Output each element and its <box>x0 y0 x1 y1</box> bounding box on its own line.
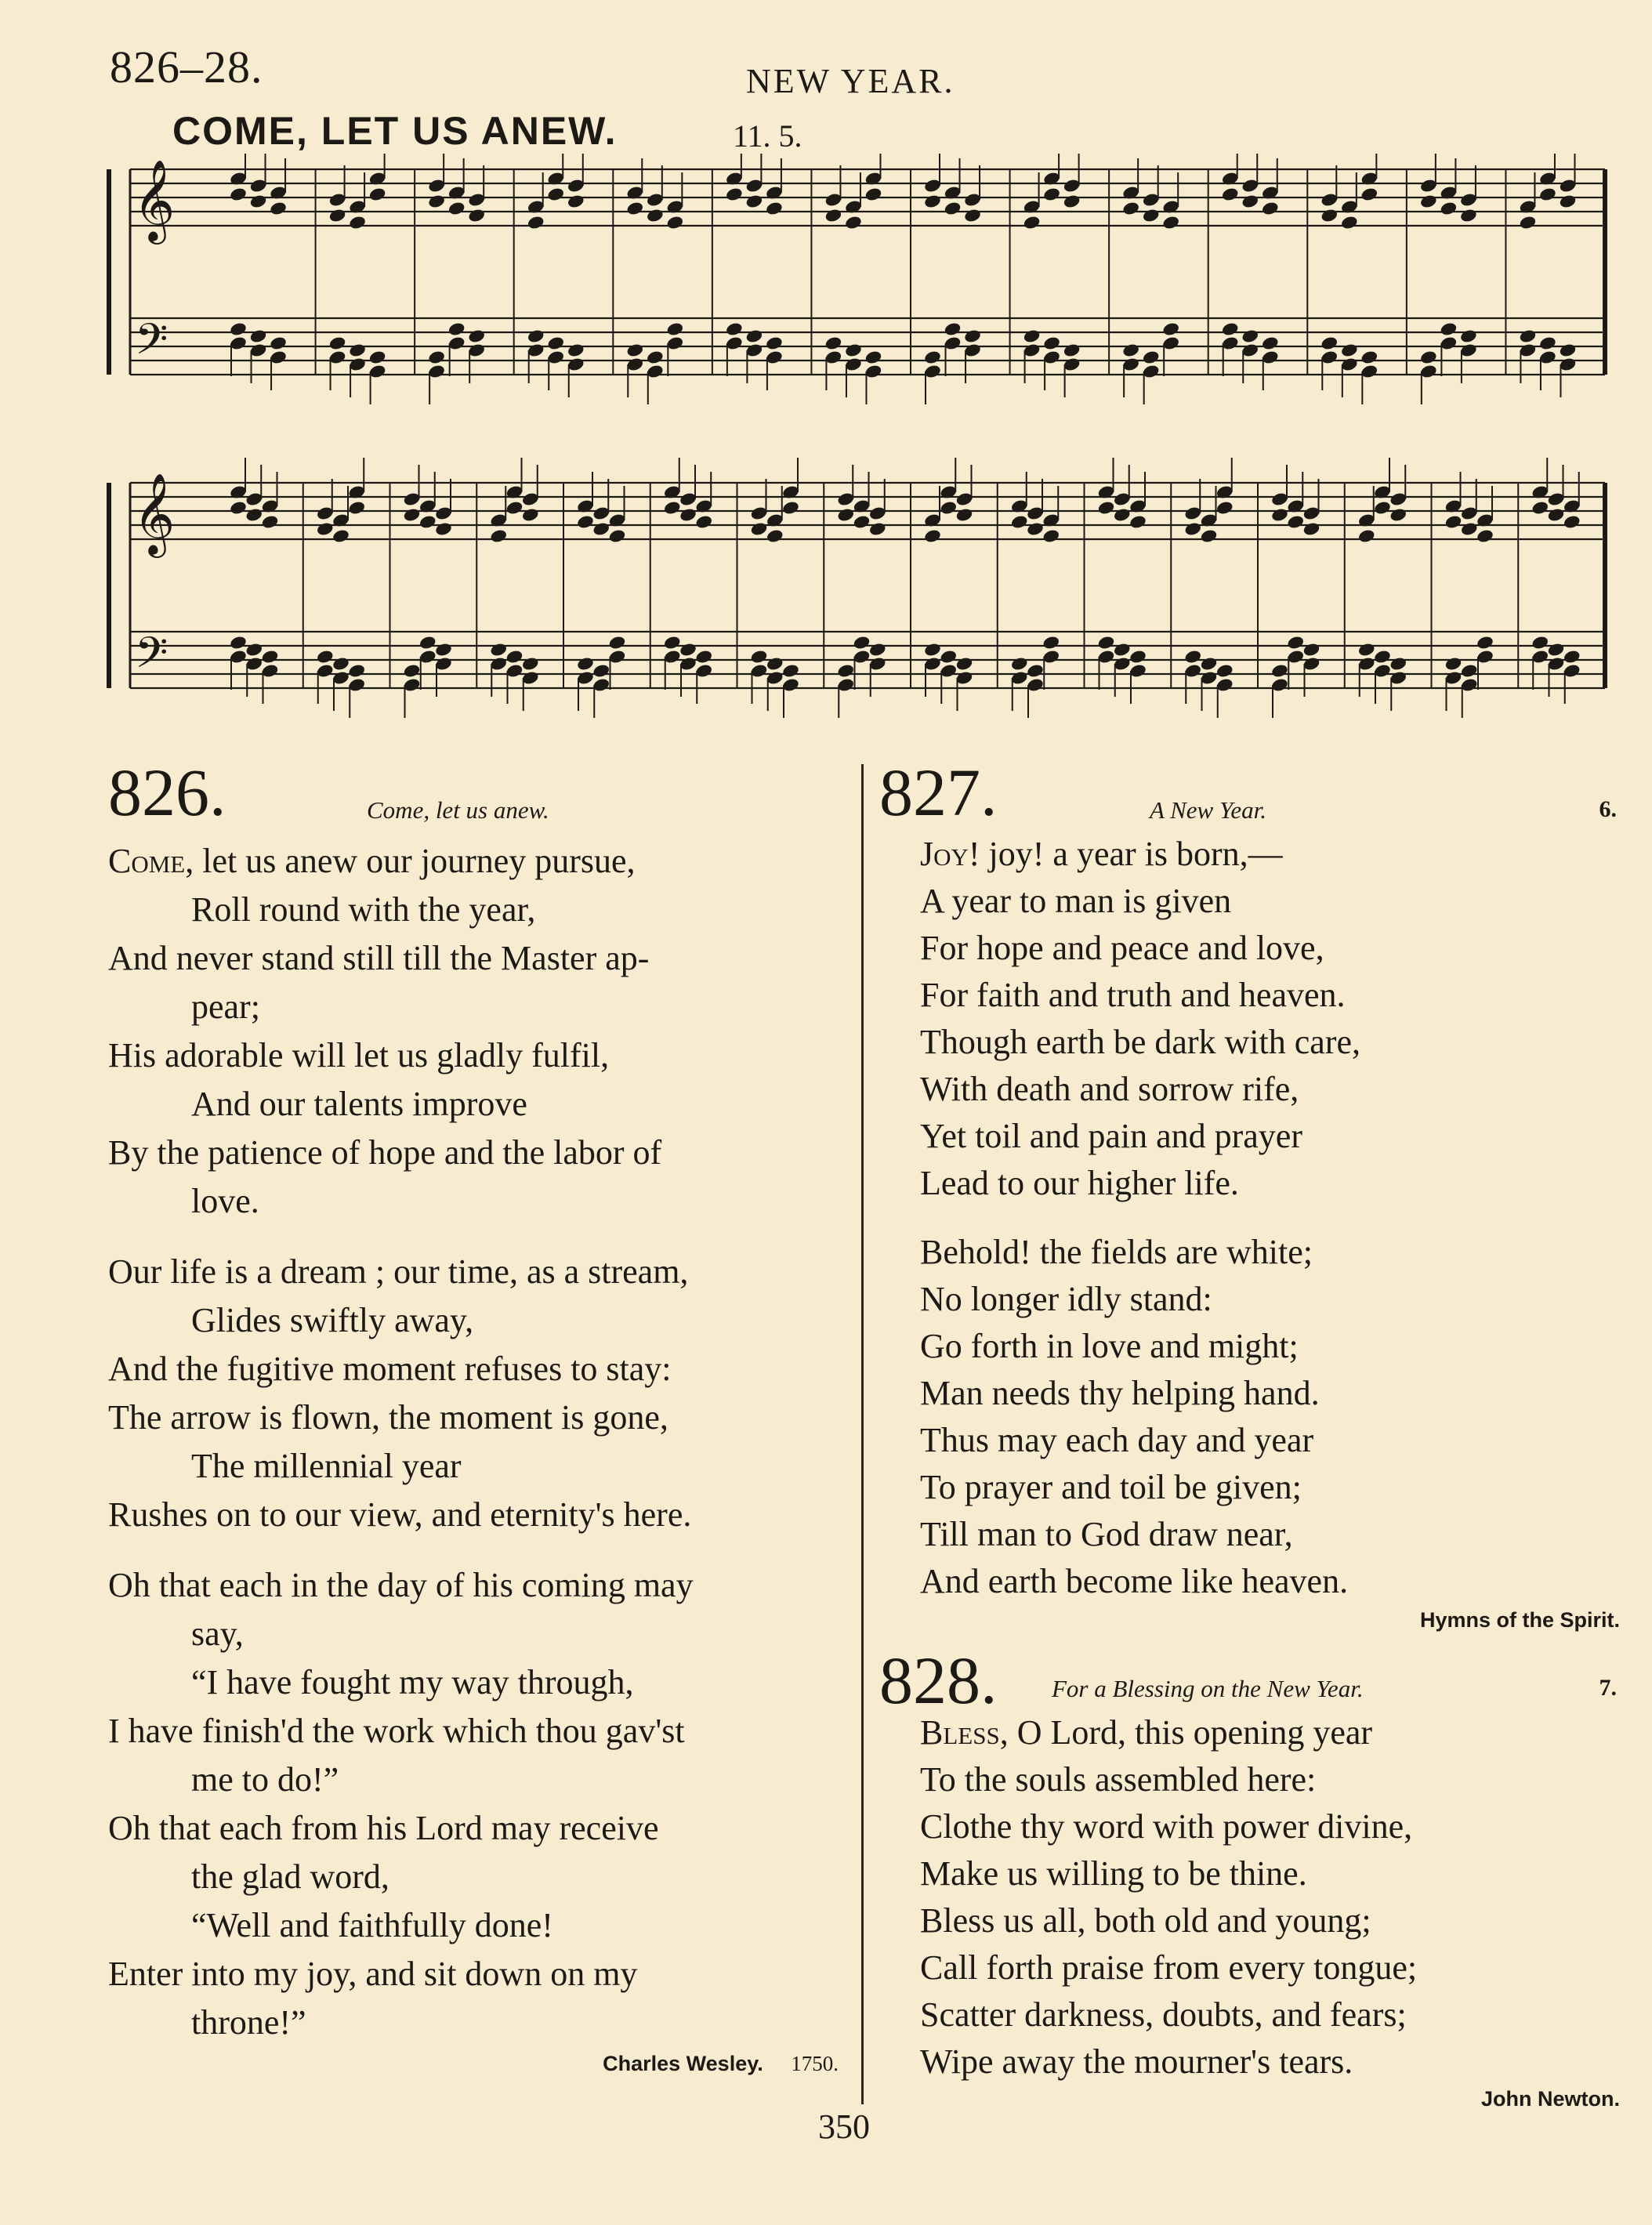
verse-line: love. <box>191 1182 259 1220</box>
verse-line: Enter into my joy, and sit down on my <box>108 1955 638 1993</box>
section-title: NEW YEAR. <box>746 62 955 100</box>
hymn-826-text <box>108 837 853 2047</box>
hymn-828-attribution: John Newton. <box>1481 2087 1620 2111</box>
column-divider <box>861 764 864 2104</box>
hymn-828-header <box>879 1643 1620 1718</box>
verse-line: Bless us all, both old and young; <box>920 1901 1371 1940</box>
right-column <box>879 755 1620 2111</box>
hymn-meter: 6. <box>1599 796 1617 822</box>
verse-line: Go forth in love and might; <box>920 1327 1299 1365</box>
hymn-826-attribution <box>108 2052 839 2076</box>
verse-line: Man needs thy helping hand. <box>920 1374 1320 1412</box>
verse-line: Clothe thy word with power divine, <box>920 1807 1413 1846</box>
verse-line: No longer idly stand: <box>920 1280 1212 1318</box>
tune-meter: 11. 5. <box>733 118 802 154</box>
hymn-828-text <box>879 1709 1620 2085</box>
verse-line: “I have fought my way through, <box>191 1663 634 1701</box>
verse-line: And earth become like heaven. <box>920 1562 1349 1600</box>
svg-text:𝄢: 𝄢 <box>135 628 168 688</box>
svg-text:𝄢: 𝄢 <box>135 314 168 375</box>
left-column <box>108 755 853 2076</box>
verse-line: I have finish'd the work which thou gav'st <box>108 1712 685 1750</box>
stanza-gap <box>108 1539 853 1561</box>
verse-line: Behold! the fields are white; <box>920 1233 1313 1271</box>
tune-title: COME, LET US ANEW. <box>172 109 618 153</box>
verse-line: Glides swiftly away, <box>191 1301 474 1339</box>
verse-line: pear; <box>191 987 260 1026</box>
hymn-number: 826. <box>108 755 226 830</box>
verse-line: For faith and truth and heaven. <box>920 976 1346 1014</box>
hymn-827-text <box>879 831 1620 1605</box>
hymn-number: 828. <box>879 1643 998 1718</box>
stanza-gap <box>920 1207 1620 1229</box>
verse-line: Come, let us anew our journey pursue, <box>108 842 636 880</box>
verse-line: throne!” <box>191 2003 306 2042</box>
verse-line: For hope and peace and love, <box>920 929 1324 967</box>
verse-line: The arrow is flown, the moment is gone, <box>108 1398 668 1437</box>
verse-line: Call forth praise from every tongue; <box>920 1948 1418 1987</box>
hymn-title: For a Blessing on the New Year. <box>1052 1675 1364 1702</box>
verse-line: Our life is a dream ; our time, as a stream, <box>108 1252 689 1291</box>
verse-line: A year to man is given <box>920 882 1232 920</box>
verse-line: Wipe away the mourner's tears. <box>920 2042 1353 2081</box>
verse-line: To prayer and toil be given; <box>920 1468 1302 1506</box>
verse-line: By the patience of hope and the labor of <box>108 1133 662 1172</box>
verse-line: Lead to our higher life. <box>920 1164 1239 1202</box>
hymn-meter: 7. <box>1599 1675 1617 1701</box>
hymn-number: 827. <box>879 755 998 830</box>
verse-line: Roll round with the year, <box>191 890 536 929</box>
music-score <box>107 154 1613 749</box>
verse-line: To the souls assembled here: <box>920 1760 1317 1799</box>
verse-line: Oh that each in the day of his coming may <box>108 1566 694 1604</box>
verse-line: His adorable will let us gladly fulfil, <box>108 1036 610 1074</box>
svg-text:𝄞: 𝄞 <box>133 159 176 241</box>
hymn-827-attribution: Hymns of the Spirit. <box>1419 1608 1620 1632</box>
verse-line: Oh that each from his Lord may receive <box>108 1809 659 1847</box>
stanza-gap <box>108 1226 853 1248</box>
verse-line: Joy! joy! a year is born,— <box>920 835 1283 873</box>
hymn-numbers: 826–28. <box>110 42 263 92</box>
verse-line: Make us willing to be thine. <box>920 1854 1307 1893</box>
verse-line: Though earth be dark with care, <box>920 1023 1360 1061</box>
verse-line: Bless, O Lord, this opening year <box>920 1713 1373 1752</box>
verse-line: Yet toil and pain and prayer <box>920 1117 1302 1155</box>
verse-line: me to do!” <box>191 1760 339 1799</box>
verse-line: the glad word, <box>191 1857 389 1896</box>
score-system-1 <box>107 154 1605 404</box>
year: 1750. <box>791 2052 839 2075</box>
verse-line: Rushes on to our view, and eternity's here. <box>108 1495 692 1534</box>
author: Charles Wesley. <box>603 2052 763 2075</box>
verse-line: The millennial year <box>191 1447 462 1485</box>
verse-line: With death and sorrow rife, <box>920 1070 1299 1108</box>
page-number: 350 <box>818 2107 870 2146</box>
hymn-826-header <box>108 755 853 837</box>
hymn-title: Come, let us anew. <box>367 796 549 824</box>
svg-text:𝄞: 𝄞 <box>133 473 176 555</box>
verse-line: “Well and faithfully done! <box>191 1906 553 1944</box>
verse-line: Scatter darkness, doubts, and fears; <box>920 1995 1407 2034</box>
hymn-827-header <box>879 755 1620 831</box>
verse-line: Thus may each day and year <box>920 1421 1314 1459</box>
verse-line: And never stand still till the Master ap- <box>108 939 650 977</box>
verse-line: Till man to God draw near, <box>920 1515 1293 1553</box>
verse-line: And the fugitive moment refuses to stay: <box>108 1350 672 1388</box>
verse-line: say, <box>191 1614 244 1653</box>
verse-line: And our talents improve <box>191 1085 527 1123</box>
hymn-title: A New Year. <box>1150 796 1267 824</box>
